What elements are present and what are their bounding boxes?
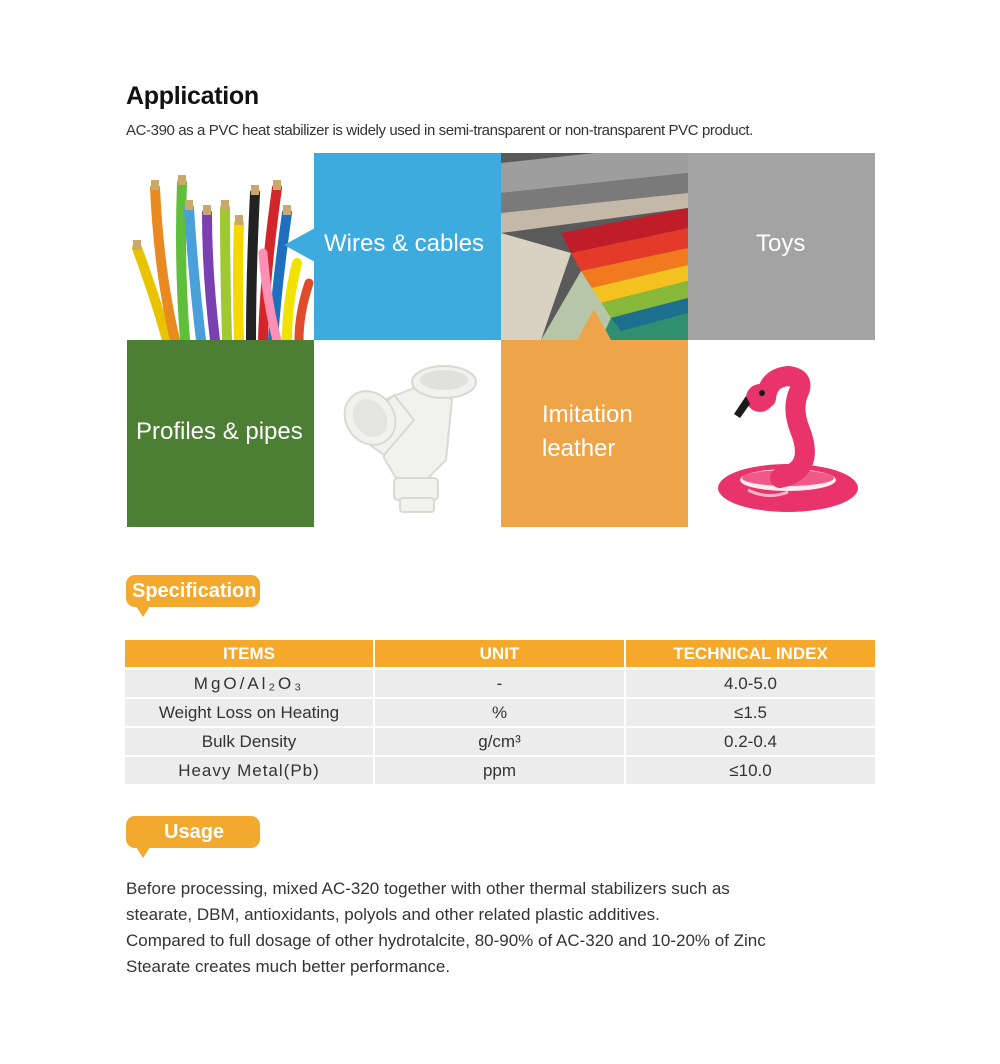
tile-imitation-leather [501,340,688,527]
label-imitation-leather-line2: leather [542,435,616,462]
usage-line-3: Compared to full dosage of other hydrotalcite, 80-90% of AC-320 and 10-20% of Zinc [126,931,766,950]
usage-tag [126,816,260,848]
spec-header-unit: UNIT [375,640,624,667]
label-wires-cables: Wires & cables [324,230,485,257]
spec-row4-item: Heavy Metal(Pb) [125,757,373,784]
spec-row4-unit: ppm [375,757,624,784]
application-description: AC-390 as a PVC heat stabilizer is widely used in semi-transparent or non-transparent PVC product. [126,122,753,139]
spec-row3-index: 0.2-0.4 [626,728,875,755]
flamingo-illustration [688,340,875,527]
pipe-fitting-photo [314,340,501,527]
specification-tag-tail [136,606,150,617]
usage-line-4: Stearate creates much better performance. [126,957,451,976]
spec-row1-item: MgO/Al₂O₃ [125,670,373,697]
label-profiles-pipes: Profiles & pipes [136,418,303,445]
flamingo-float-photo [688,340,875,527]
spec-header-items: ITEMS [125,640,373,667]
section-title-application: Application [126,82,259,110]
spec-row3-unit: g/cm³ [375,728,624,755]
spec-row1-unit: - [375,670,624,697]
label-imitation-leather-line1: Imitation [542,401,633,428]
specification-tag-label: Specification [132,580,257,602]
specification-tag [126,575,260,607]
spec-row1-index: 4.0-5.0 [626,670,875,697]
tile-toys [688,153,875,340]
spec-header-index: TECHNICAL INDEX [626,640,875,667]
spec-row2-item: Weight Loss on Heating [125,699,373,726]
spec-row3-item: Bulk Density [125,728,373,755]
usage-tag-tail [136,847,150,858]
pipe-fitting-illustration [314,340,501,527]
wires-bubble-tail [284,228,315,262]
spec-row2-index: ≤1.5 [626,699,875,726]
spec-row2-unit: % [375,699,624,726]
spec-row4-index: ≤10.0 [626,757,875,784]
usage-paragraph [126,876,846,980]
tile-profiles-pipes [127,340,314,527]
label-toys: Toys [756,230,806,257]
leather-bubble-tail [577,309,611,340]
usage-tag-label: Usage [164,821,225,843]
usage-line-1: Before processing, mixed AC-320 together with other thermal stabilizers such as [126,879,730,898]
tile-wires-cables [314,153,501,340]
usage-line-2: stearate, DBM, antioxidants, polyols and other related plastic additives. [126,905,660,924]
